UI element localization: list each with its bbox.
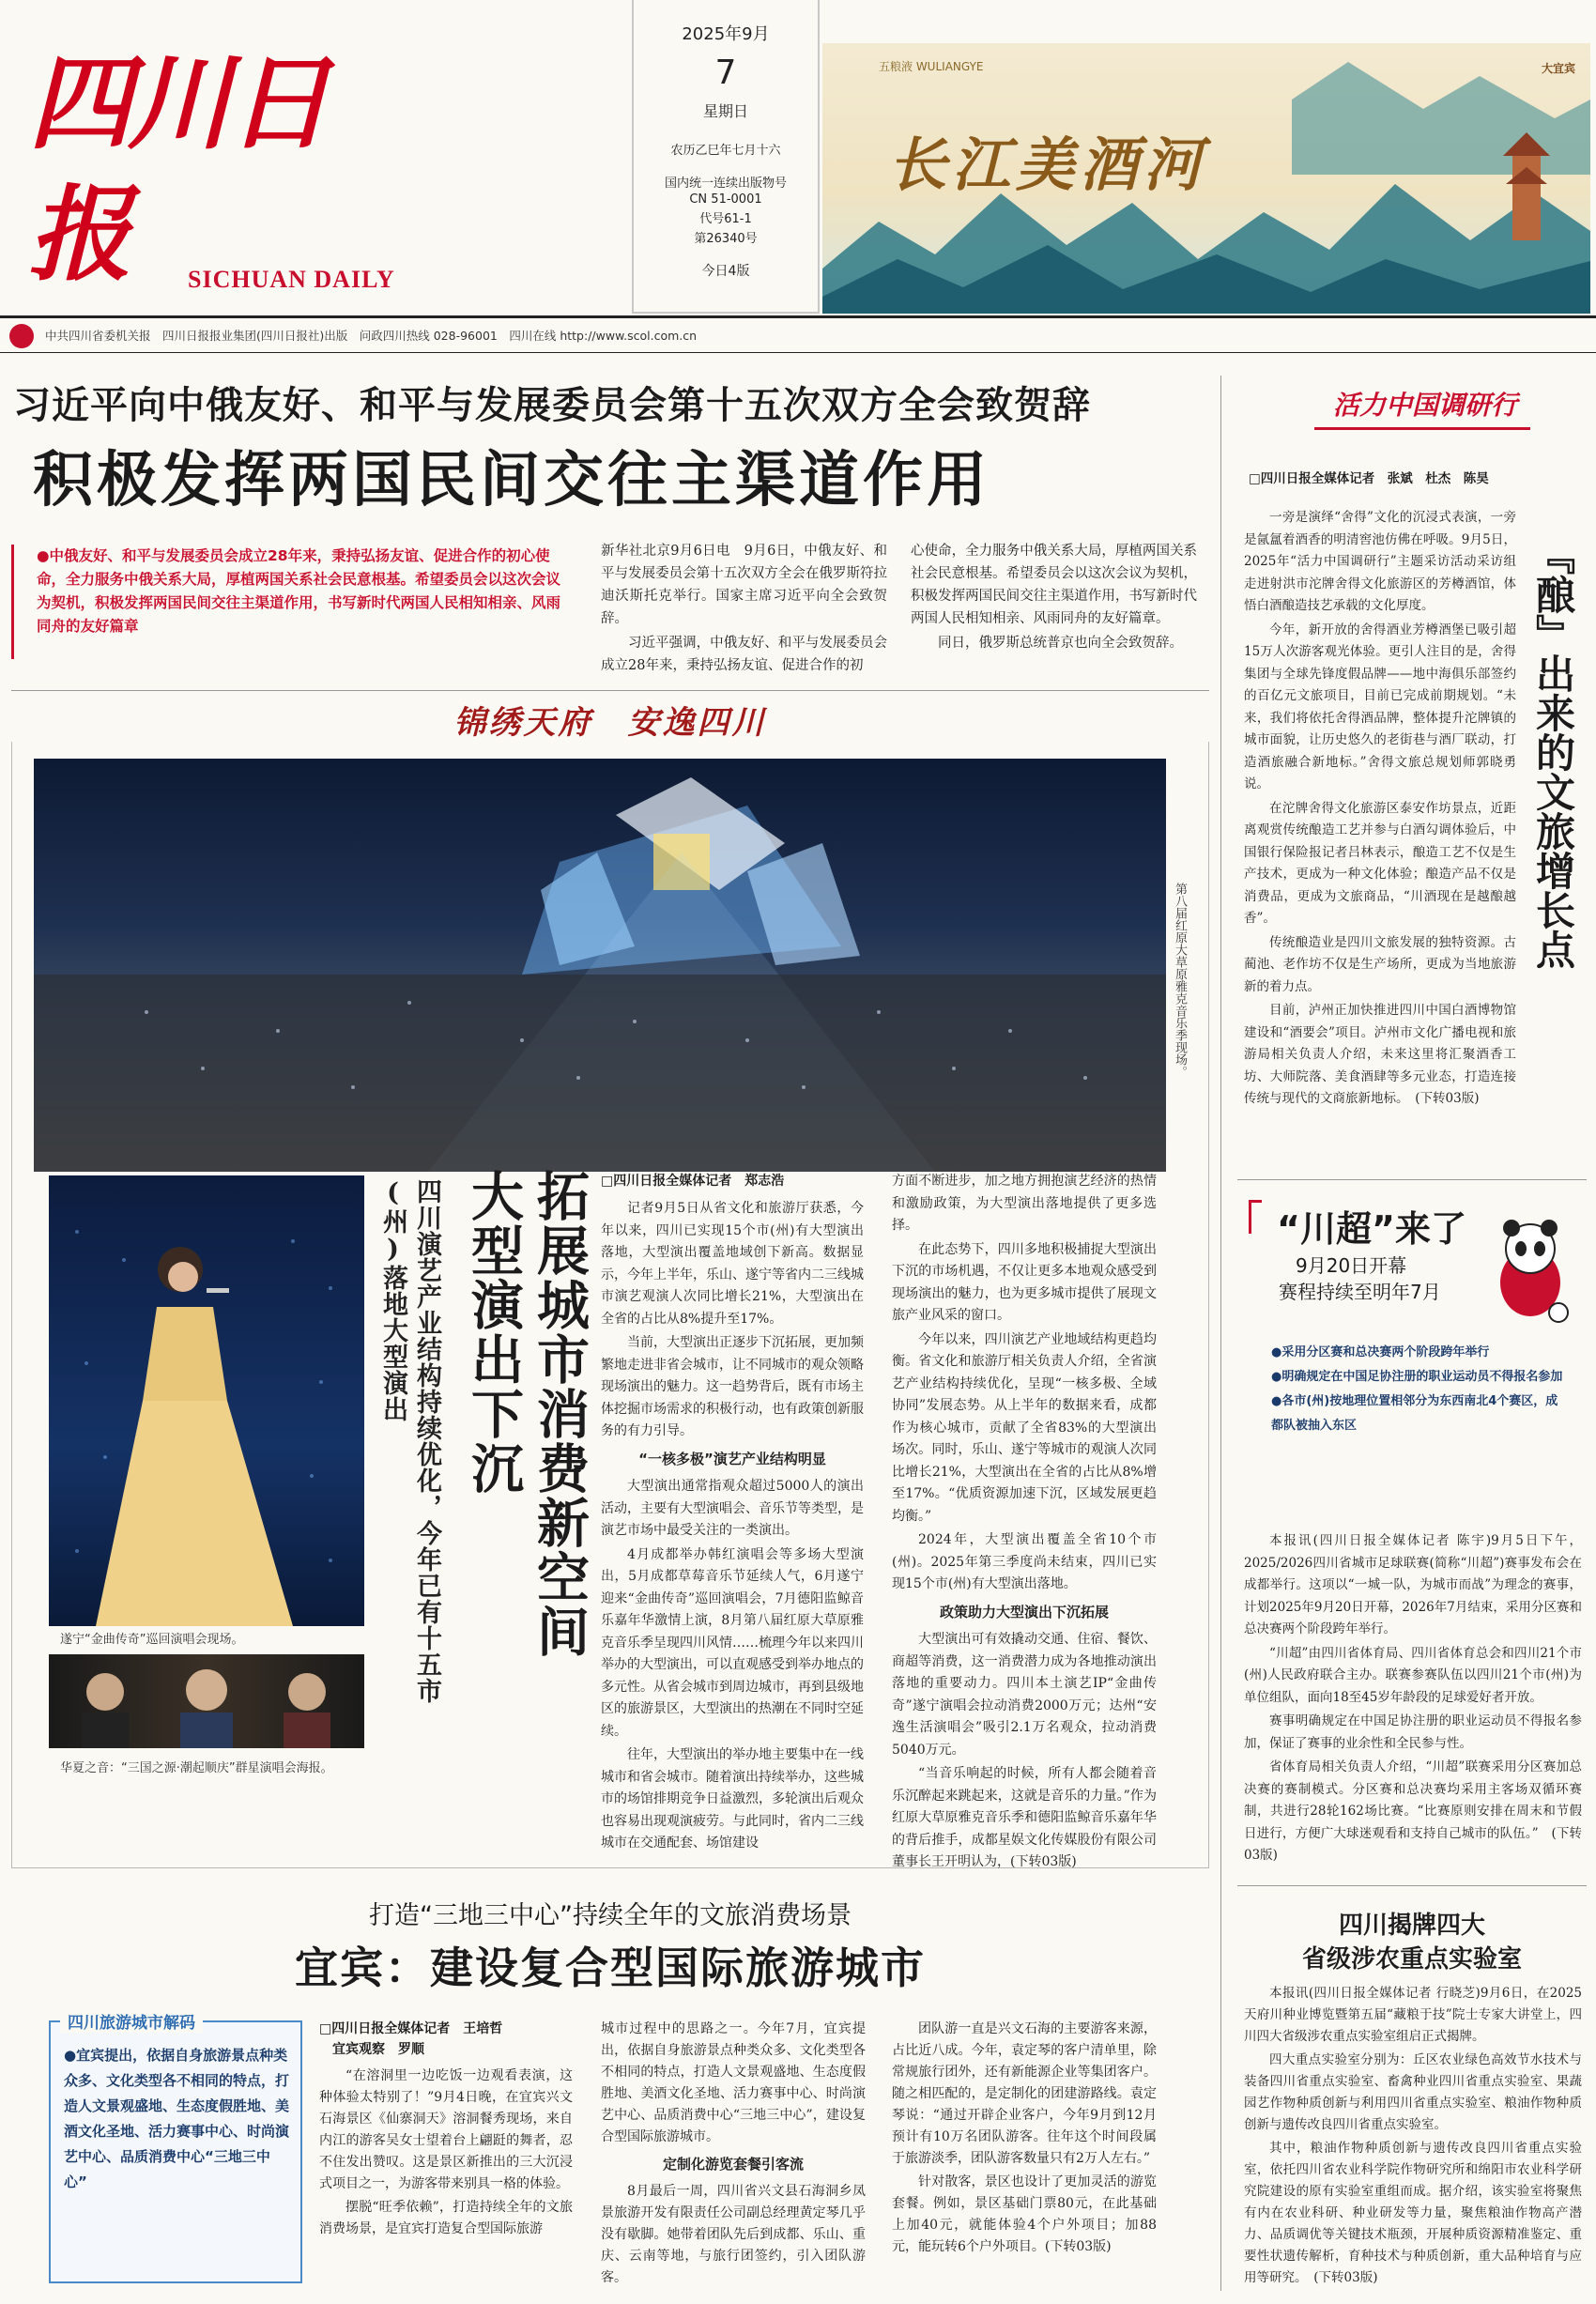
lead-summary bbox=[11, 545, 575, 659]
yibin-col-1 bbox=[319, 2066, 573, 2291]
masthead-title-en: SICHUAN DAILY bbox=[188, 266, 395, 293]
lab-body-p1: 本报讯(四川日报全媒体记者 行晓芝)9月6日，在2025天府川种业博览暨第五届“藏粮于技”院士专家大讲堂上，四川四大省级涉农重点实验室组启正式揭牌。 bbox=[1244, 1986, 1582, 2044]
feature-subhead-1: “一核多极”演艺产业结构明显 bbox=[638, 1450, 826, 1467]
ad-brand: 五粮液 WULIANGYE bbox=[879, 60, 984, 73]
right-headline: 『酿』出来的文旅增长点 bbox=[1530, 535, 1576, 969]
feature-headline: 拓展城市消费新空间 大型演出下沉 bbox=[463, 1169, 590, 1713]
feature-col-2-p3: 今年以来，四川演艺产业地域结构更趋均衡。省文化和旅游厅相关负责人介绍，全省演艺产业结构持续优化，呈现“一核多极、全域协同”发展态势。从上半年的数据来看，成都作为核心城市，贡献了全省83%的大型演出场次。同时，乐山、遂宁等城市的观演人次同比增长21%，大型演出在全省的占比从8%增至17%。“优质资源加速下沉，区域发展更趋均衡。” bbox=[892, 1331, 1157, 1524]
date-weekday: 星期日 bbox=[702, 102, 748, 120]
right-story-p3: 在沱牌舍得文化旅游区泰安作坊景点，近距离观赏传统酿造工艺并参与白酒勾调体验后，中国银行保险报记者吕林表示，酿造工艺不仅是生产技术，更成为一种文化体验；酿造产品不仅是消费品，更成为文旅商品，“川酒现在是越酿越香”。 bbox=[1244, 800, 1516, 926]
yibin-sidebar-title: 四川旅游城市解码 bbox=[60, 2009, 203, 2033]
date-day: 7 bbox=[714, 54, 737, 92]
right-story-p4: 传统酿造业是四川文旅发展的独特资源。古蔺池、老作坊不仅是生产场所，更成为当地旅游新的着力点。 bbox=[1244, 934, 1516, 994]
lab-headline-1: 四川揭牌四大 bbox=[1338, 1912, 1485, 1940]
paper-logo-icon bbox=[9, 324, 34, 348]
lead-headline: 积极发挥两国民间交往主渠道作用 bbox=[33, 446, 990, 515]
ad-right-logo: 大宜宾 bbox=[1541, 62, 1575, 75]
right-tag: 活力中国调研行 bbox=[1333, 390, 1518, 421]
poster-caption: 华夏之音：“三国之源·潮起顺庆”群星演唱会海报。 bbox=[60, 1761, 333, 1775]
right-story-p1: 一旁是演绎“舍得”文化的沉浸式表演，一旁是氤氲着酒香的明清窖池仿佛在呼吸。9月5日，2025年“活力中国调研行”主题采访活动采访组走进射洪市沱牌舍得文化旅游区的芳樽酒馆，体悟白酒酿造技艺承载的文化厚度。 bbox=[1244, 510, 1516, 613]
date-month: 2025年9月 bbox=[682, 24, 770, 44]
feature-col-2-p2: 在此态势下，四川多地积极捕捉大型演出下沉的市场机遇，不仅让更多本地观众感受到现场演出的魅力，也为更多城市提供了展现文旅产业风采的窗口。 bbox=[892, 1241, 1157, 1323]
ad-slogan: 长江美酒河 bbox=[888, 131, 1208, 199]
poster-figures bbox=[49, 1654, 364, 1748]
feature-col-1-p4: 4月成都举办韩红演唱会等多场大型演出，5月成都草莓音乐节延续人气，6月遂宁迎来“金曲传奇”巡回演唱会，7月德阳监鲸音乐嘉年华激情上演，8月第八届红原大草原雅克音乐季呈现四川风情……梳理今年以来四川举办的大型演出，可以直观感受到举办地点的多元性。从省会城市到周边城市，再到县级地区的旅游景区，大型演出的热潮在不同时空延续。 bbox=[601, 1546, 864, 1739]
pub-number-label: 国内统一连续出版物号 bbox=[664, 177, 787, 191]
singer-caption: 遂宁“金曲传奇”巡回演唱会现场。 bbox=[60, 1633, 244, 1647]
yibin-kicker: 打造“三地三中心”持续全年的文旅消费场景 bbox=[369, 1901, 852, 1930]
feature-col-1-p2: 当前，大型演出正逐步下沉拓展，更加频繁地走进非省会城市，让不同城市的观众领略现场演出的魅力。这一趋势背后，既有市场主体挖掘市场需求的积极行动，也有政策创新服务的有力引导。 bbox=[601, 1335, 864, 1438]
lab-body-p3: 其中，粮油作物种质创新与遗传改良四川省重点实验室，依托四川省农业科学院作物研究所和绵阳市农业科学研究院建设的原有实验室重组而成。据介绍，该实验室将聚焦有内在农业科研、种业研发等力量，聚焦粮油作物高产潜力、品质调优等关键技术瓶颈，开展种质资源精准鉴定、重要性状遗传解析，育种技术与种质创新，重大品种培育与应用等研究。 (下转03版) bbox=[1244, 2141, 1582, 2285]
concert-photo bbox=[34, 759, 1166, 1172]
yibin-col-1-p1: “在溶洞里一边吃饭一边观看表演，这种体验太特别了！”9月4日晚，在宜宾兴文石海景区《仙寨洞天》溶洞餐秀现场，来自内江的游客吴女士望着台上翩跹的舞者，忍不住发出赞叹。这是景区新推出的三大沉浸式项目之一，为游客带来别具一格的体验。 bbox=[319, 2068, 573, 2191]
csl-body bbox=[1244, 1530, 1582, 1878]
right-story-p2: 今年，新开放的舍得酒业芳樽酒堡已吸引超15万人次游客观光体验。更引人注目的是，舍得集团与全球先锋度假品牌——地中海俱乐部签约的百亿元文旅项目，目前已完成前期规划。“未来，我们将依托舍得酒品牌，整体提升沱牌镇的城市面貌，让历史悠久的老街巷与酒厂联动，打造酒旅融合新地标。”舍得文旅总规划师郭晓勇说。 bbox=[1244, 622, 1516, 791]
lead-col-2-p1: 心使命，全力服务中俄关系大局，厚植两国关系社会民意根基。希望委员会以这次会议为契机，积极发挥两国民间交往主渠道作用，书写新时代两国人民相知相亲、风雨同舟的友好篇章。 bbox=[911, 544, 1197, 626]
feature-col-1-p1: 记者9月5日从省文化和旅游厅获悉，今年以来，四川已实现15个市(州)有大型演出落地，大型演出覆盖地域创下新高。数据显示，今年上半年，乐山、遂宁等省内二三线城市演艺观演人次同比增长21%，大型演出在全省的占比从8%提升至17%。 bbox=[601, 1201, 864, 1327]
csl-sub1: 9月20日开幕 bbox=[1296, 1254, 1407, 1277]
singer-photo bbox=[49, 1175, 364, 1626]
feature-subhead-2: 政策助力大型演出下沉拓展 bbox=[939, 1603, 1109, 1620]
csl-points bbox=[1271, 1341, 1570, 1438]
right-tag-underline bbox=[1314, 427, 1530, 430]
right-divider-1 bbox=[1237, 1179, 1587, 1180]
feature-col-2-p5: 大型演出可有效撬动交通、住宿、餐饮、商超等消费，这一消费潜力成为各地推动演出落地的重要动力。四川本土演艺IP“金曲传奇”遂宁演唱会拉动消费2000万元；达州“安逸生活演唱会”吸引2.1万名观众，拉动消费5040万元。 bbox=[892, 1632, 1157, 1758]
yibin-col-3-p1: 团队游一直是兴文石海的主要游客来源，占比近八成。今年，袁定琴的客户清单里，除常规旅行团外，还有新能源企业等集团客户。随之相匹配的，是定制化的团建游路线。袁定琴说：“通过开辟企业客户，今年9月到12月预计有10万名团队游客。往年这个时间段属于旅游淡季，团队游客数量只有2万人左右。” bbox=[892, 2021, 1157, 2166]
lab-body-p2: 四大重点实验室分别为：丘区农业绿色高效节水技术与装备四川省重点实验室、畜禽种业四川省重点实验室、果蔬园艺作物种质创新与利用四川省重点实验室、粮油作物种质创新与遗传改良四川省重点实验室。 bbox=[1244, 2052, 1582, 2132]
lab-headline-2: 省级涉农重点实验室 bbox=[1301, 1945, 1522, 1974]
csl-box bbox=[1249, 1200, 1587, 1538]
right-divider-2 bbox=[1237, 1885, 1587, 1886]
info-bar-text: 中共四川省委机关报 四川日报报业集团(四川日报社)出版 问政四川热线 028-96001 四川在线 http://www.scol.com.cn bbox=[45, 329, 698, 343]
pub-pages: 今日4版 bbox=[701, 264, 750, 279]
csl-sub2: 赛程持续至明年7月 bbox=[1279, 1281, 1441, 1303]
lab-body bbox=[1244, 1983, 1582, 2293]
right-byline: □四川日报全媒体记者 张斌 杜杰 陈昊 bbox=[1249, 471, 1489, 486]
csl-body-p2: “川超”由四川省体育局、四川省体育总会和四川21个市(州)人民政府联合主办。联赛参赛队伍以四川21个市(州)为单位组队，面向18至45岁年龄段的足球爱好者开放。 bbox=[1244, 1645, 1582, 1705]
csl-point-2: ●明确规定在中国足协注册的职业运动员不得报名参加 bbox=[1271, 1370, 1563, 1384]
feature-byline: □四川日报全媒体记者 郑志浩 bbox=[601, 1174, 785, 1189]
csl-point-3: ●各市(州)按地理位置相邻分为东西南北4个赛区，成都队被抽入东区 bbox=[1271, 1394, 1558, 1433]
section-banner bbox=[11, 690, 1209, 743]
feature-col-1-p5: 往年，大型演出的举办地主要集中在一线城市和省会城市。随着演出持续举办，这些城市的场馆排期竞争日益激烈，多轮演出后观众也容易出现观演疲劳。与此同时，省内二三线城市在交通配套、场馆建设 bbox=[601, 1747, 864, 1851]
concert-photo-caption: 第八届红原大草原雅克音乐季现场。 bbox=[1173, 883, 1187, 1078]
feature-deck: 四川演艺产业结构持续优化，今年已有十五市(州)落地大型演出 bbox=[378, 1178, 441, 1704]
right-story-p5: 目前，泸州正加快推进四川中国白酒博物馆建设和“酒要会”项目。泸州市文化广播电视和旅游局相关负责人介绍，未来这里将汇聚酒香工坊、大师院落、美食酒肆等多元业态，打造连接传统与现代的文商旅新地标。 (下转03版) bbox=[1244, 1003, 1516, 1106]
feature-col-2-p1: 方面不断进步，加之地方拥抱演艺经济的热情和激励政策，为大型演出落地提供了更多选择。 bbox=[892, 1174, 1157, 1233]
lead-summary-text: ●中俄友好、和平与发展委员会成立28年来，秉持弘扬友谊、促进合作的初心使命，全力服务中俄关系大局，厚植两国关系社会民意根基。希望委员会以这次会议为契机，积极发挥两国民间交往主渠道作用，书写新时代两国人民相知相亲、风雨同舟的友好篇章 bbox=[37, 547, 561, 635]
date-box bbox=[632, 0, 820, 314]
info-bar bbox=[0, 315, 1596, 353]
lead-col-2-p2: 同日，俄罗斯总统普京也向全会致贺辞。 bbox=[938, 636, 1183, 651]
lead-col-1 bbox=[601, 540, 887, 671]
panda-mascot-icon bbox=[1483, 1215, 1577, 1328]
ad-banner bbox=[822, 43, 1590, 314]
stage-graphic bbox=[34, 759, 1166, 1172]
lead-col-2 bbox=[911, 540, 1197, 671]
singer-figure bbox=[49, 1175, 364, 1626]
csl-corner bbox=[1249, 1200, 1262, 1234]
column-divider bbox=[1220, 376, 1221, 2291]
date-lunar: 农历乙巳年七月十六 bbox=[670, 144, 781, 158]
yibin-col-2 bbox=[601, 2019, 866, 2291]
csl-headline: “川超”来了 bbox=[1277, 1208, 1466, 1250]
pub-issue: 第26340号 bbox=[694, 232, 758, 246]
csl-body-p1: 本报讯(四川日报全媒体记者 陈宇)9月5日下午，2025/2026四川省城市足球联赛(简称“川超”)赛事发布会在成都举行。这项以“一城一队，为城市而战”为理念的赛事，计划2025年9月20日开幕，2026年7月结束，采用分区赛和总决赛两个阶段跨年举行。 bbox=[1244, 1533, 1582, 1636]
section-banner-text: 锦绣天府 安逸四川 bbox=[453, 704, 767, 742]
yibin-col-2-p1: 城市过程中的思路之一。今年7月，宜宾提出，依据自身旅游景点种类众多、文化类型各不相同的特点，打造人文景观盛地、生态度假胜地、美酒文化圣地、活力赛事中心、时尚演艺中心、品质消费中心“三地三中心”，建设复合型国际旅游城市。 bbox=[601, 2021, 866, 2144]
csl-body-p4: 省体育局相关负责人介绍，“川超”联赛采用分区赛加总决赛的赛制模式。分区赛和总决赛均采用主客场双循环赛制，共进行28轮162场比赛。“比赛原则安排在周末和节假日进行，方便广大球迷观看和支持自己城市的队伍。” (下转03版) bbox=[1244, 1759, 1582, 1863]
yibin-subhead: 定制化游览套餐引客流 bbox=[662, 2156, 804, 2173]
yibin-col-3 bbox=[892, 2019, 1157, 2291]
yibin-headline: 宜宾：建设复合型国际旅游城市 bbox=[295, 1943, 926, 1993]
pub-code: 代号61-1 bbox=[699, 212, 752, 226]
lead-kicker: 习近平向中俄友好、和平与发展委员会第十五次双方全会致贺辞 bbox=[13, 383, 1091, 427]
concert-poster bbox=[49, 1654, 364, 1748]
feature-col-2-p6: “当音乐响起的时候，所有人都会随着音乐沉醉起来跳起来，这就是音乐的力量。”作为红原大草原雅克音乐季和德阳监鲸音乐嘉年华的背后推手，成都星娱文化传媒股份有限公司董事长王开明认为，(下转03版) bbox=[892, 1766, 1157, 1869]
feature-col-2 bbox=[892, 1171, 1157, 1869]
csl-body-p3: 赛事明确规定在中国足协注册的职业运动员不得报名参加，保证了赛事的业余性和全民参与性。 bbox=[1244, 1713, 1582, 1751]
yibin-col-3-p2: 针对散客，景区也设计了更加灵活的游览套餐。例如，景区基础门票80元，在此基础上加40元，就能体验4个户外项目；加88元，能玩转6个户外项目。(下转03版) bbox=[892, 2174, 1157, 2254]
feature-col-2-p4: 2024年，大型演出覆盖全省10个市(州)。2025年第三季度尚未结束，四川已实现15个市(州)有大型演出落地。 bbox=[892, 1532, 1157, 1591]
yibin-col-2-p2: 8月最后一周，四川省兴文县石海洞乡凤景旅游开发有限责任公司副总经理黄定琴几乎没有歇脚。她带着团队先后到成都、乐山、重庆、云南等地，与旅行团签约，引入团队游客。 bbox=[601, 2184, 866, 2285]
csl-point-1: ●采用分区赛和总决赛两个阶段跨年举行 bbox=[1271, 1345, 1490, 1359]
lead-col-1-p1: 新华社北京9月6日电 9月6日，中俄友好、和平与发展委员会第十五次双方全会在俄罗斯符拉迪沃斯托克举行。国家主席习近平向全会致贺辞。 bbox=[601, 544, 887, 626]
yibin-byline-2: 宜宾观察 罗顺 bbox=[332, 2042, 424, 2057]
feature-col-1 bbox=[601, 1198, 864, 1851]
lead-col-1-p2: 习近平强调，中俄友好、和平与发展委员会成立28年来，秉持弘扬友谊、促进合作的初 bbox=[601, 636, 887, 673]
yibin-byline-1: □四川日报全媒体记者 王培哲 bbox=[319, 2021, 503, 2036]
yibin-sidebar-text: ●宜宾提出，依据自身旅游景点种类众多、文化类型各不相同的特点，打造人文景观盛地、生态度假胜地、美酒文化圣地、活力赛事中心、时尚演艺中心、品质消费中心“三地三中心” bbox=[64, 2047, 290, 2190]
right-story-body bbox=[1244, 507, 1516, 1164]
pub-cn: CN 51-0001 bbox=[689, 192, 762, 207]
feature-col-1-p3: 大型演出通常指观众超过5000人的演出活动，主要有大型演唱会、音乐节等类型，是演艺市场中最受关注的一类演出。 bbox=[601, 1479, 864, 1538]
yibin-col-1-p2: 摆脱“旺季依赖”，打造持续全年的文旅消费场景，是宜宾打造复合型国际旅游 bbox=[319, 2200, 573, 2236]
masthead-title: 四川日报 bbox=[28, 42, 327, 295]
yibin-sidebar bbox=[49, 2014, 302, 2283]
